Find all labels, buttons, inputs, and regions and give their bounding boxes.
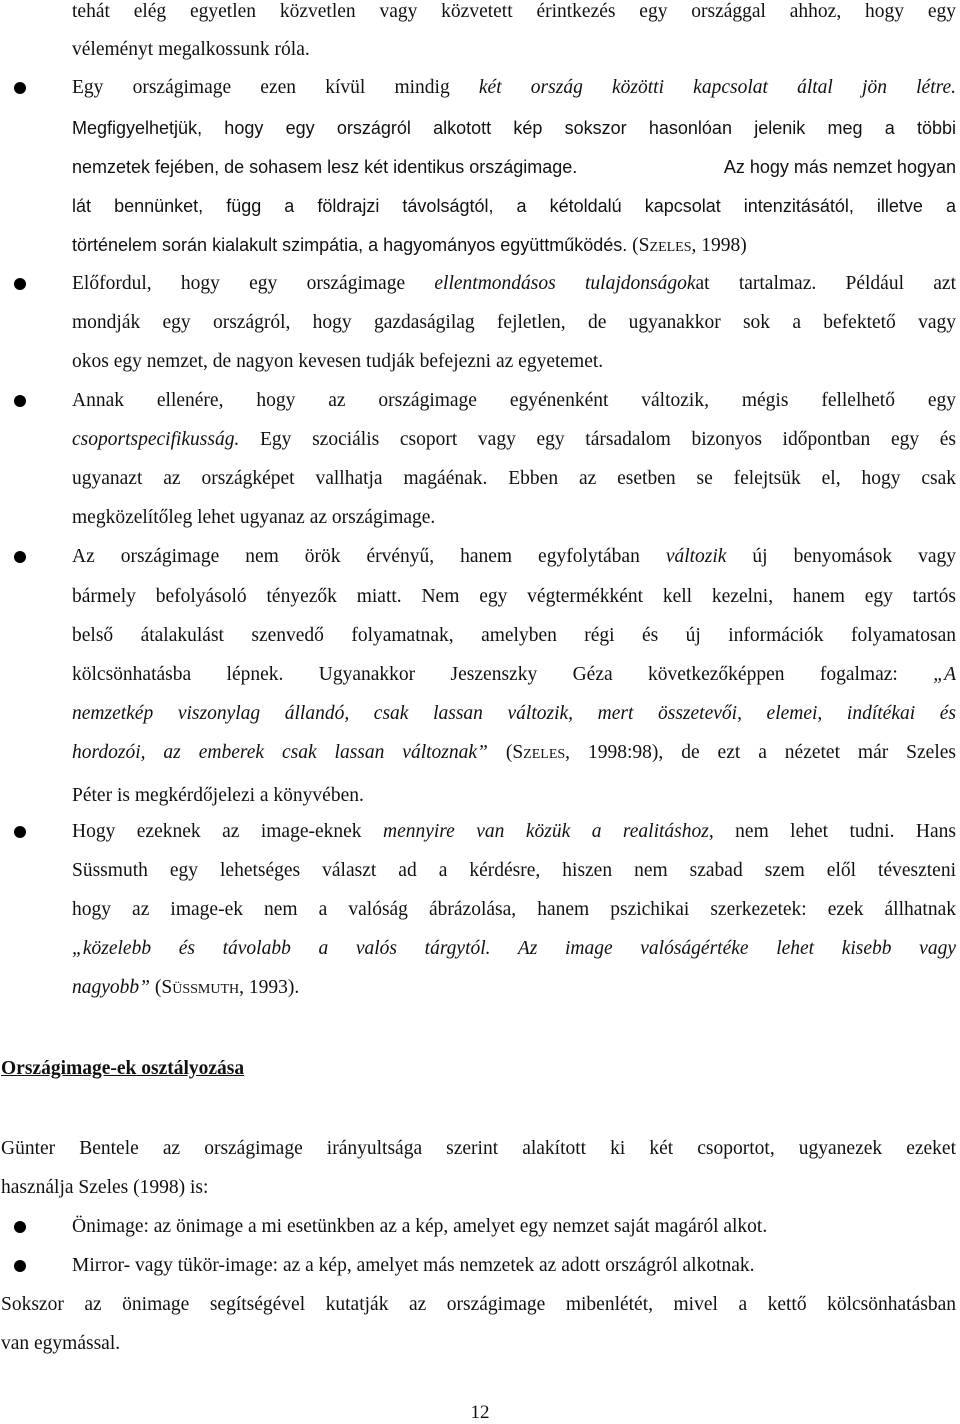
bullet-icon: [14, 1260, 26, 1272]
text-line: Süssmuth egy lehetséges választ ad a kérdésre, hiszen nem szabad szem elől téveszteni: [72, 860, 956, 881]
text-line: [72, 76, 956, 100]
text-segment: (SÜSSMUTH, 1993).: [150, 977, 300, 998]
text-line: hogy az image-ek nem a valóság ábrázolása, hanem pszichikai szerkezetek: ezek állhatnak: [72, 899, 956, 920]
text-line: [654, 155, 956, 179]
emphasis: ellentmondásos tulajdonságok: [434, 273, 696, 294]
text-line: ugyanazt az országképet vallhatja magáénak. Ebben az esetben se felejtsük el, hogy csak: [72, 468, 956, 489]
emphasis: hordozói, az emberek csak lassan változnak”: [72, 742, 488, 763]
bullet-icon: [14, 1221, 26, 1233]
section-heading: Országimage-ek osztályozása: [1, 1058, 245, 1079]
text-line: [72, 820, 956, 844]
text-line: Günter Bentele az országimage irányultsága szerint alakított ki két csoportot, ugyanezek ezeket: [1, 1138, 956, 1159]
bullet-icon: [14, 395, 26, 407]
emphasis: csoportspecifikusság.: [72, 429, 240, 450]
emphasis: „közelebb és távolabb a valós tárgytól. Az image valóságértéke lehet kisebb vagy: [72, 938, 956, 959]
emphasis: két ország közötti kapcsolat által jön létre.: [478, 77, 957, 98]
text-segment: Egy szociális csoport vagy egy társadalom bizonyos időpontban egy és: [239, 429, 956, 450]
emphasis: mennyire van közük a realitáshoz: [382, 821, 709, 842]
text-line: [72, 545, 956, 569]
emphasis: „A: [933, 664, 956, 685]
citation: (SZELES, 1998): [632, 235, 747, 256]
text-segment: at tartalmaz. Például azt: [695, 273, 956, 294]
text-segment: (SZELES, 1998:98), de ezt a nézetet már Szeles: [487, 742, 956, 763]
text-segment: nemzetek fejében, de sohasem lesz két identikus országimage.: [72, 157, 578, 177]
text-line: [72, 937, 956, 961]
text-line: [72, 428, 956, 452]
text-line: mondják egy országról, hogy gazdaságilag fejletlen, de ugyanakkor sok a befektető vagy: [72, 312, 956, 333]
text-line: Megfigyelhetjük, hogy egy országról alkotott kép sokszor hasonlóan jelenik meg a többi: [72, 118, 956, 138]
text-line: [72, 976, 299, 1000]
emphasis: nemzetkép viszonylag állandó, csak lassan változik, mert összetevői, elemei, indítékai és: [72, 703, 956, 724]
text-line: [72, 155, 577, 179]
text-line: van egymással.: [1, 1333, 121, 1354]
bullet-icon: [14, 278, 26, 290]
text-line: [72, 663, 956, 687]
text-line: Annak ellenére, hogy az országimage egyénenként változik, mégis fellelhető egy: [72, 390, 956, 411]
page-number: 12: [470, 1402, 490, 1423]
text-line: Önimage: az önimage a mi esetünkben az a kép, amelyet egy nemzet saját magáról alkot.: [72, 1216, 768, 1237]
text-line: [72, 272, 956, 296]
text-line: megközelítőleg lehet ugyanaz az országimage.: [72, 507, 436, 528]
text-segment: új benyomások vagy: [726, 546, 957, 567]
text-line: Péter is megkérdőjelezi a könyvében.: [72, 785, 364, 806]
bullet-icon: [14, 826, 26, 838]
text-segment: Az hogy más nemzet hogyan: [723, 157, 956, 177]
bullet-icon: [14, 82, 26, 94]
text-line: okos egy nemzet, de nagyon kevesen tudják befejezni az egyetemet.: [72, 351, 604, 372]
emphasis: változik: [665, 546, 727, 567]
text-segment: Előfordul, hogy egy országimage: [72, 273, 435, 294]
text-line: [72, 233, 747, 257]
text-segment: kölcsönhatásba lépnek. Ugyanakkor Jeszenszky Géza következőképpen fogalmaz:: [72, 664, 934, 685]
text-line: belső átalakulást szenvedő folyamatnak, amelyben régi és új információk folyamatosan: [72, 625, 956, 646]
text-line: Sokszor az önimage segítségével kutatják az országimage mibenlétét, mivel a kettő kölcsönhatásban: [1, 1294, 956, 1315]
text-segment: történelem során kialakult szimpátia, a hagyományos együttműködés.: [72, 235, 628, 255]
bullet-icon: [14, 551, 26, 563]
text-line: lát bennünket, függ a földrajzi távolságtól, a kétoldalú kapcsolat intenzitásától, illetve a: [72, 196, 956, 216]
text-line: [72, 741, 956, 765]
text-segment: Hogy ezeknek az image-eknek: [72, 821, 383, 842]
text-segment: , nem lehet tudni. Hans: [708, 821, 956, 842]
text-line: Mirror- vagy tükör-image: az a kép, amelyet más nemzetek az adott országról alkotnak.: [72, 1255, 755, 1276]
text-line: véleményt megalkossunk róla.: [72, 39, 310, 60]
text-segment: Az országimage nem örök érvényű, hanem egyfolytában: [72, 546, 666, 567]
text-segment: Egy országimage ezen kívül mindig: [72, 77, 479, 98]
text-line: tehát elég egyetlen közvetlen vagy közvetett érintkezés egy országgal ahhoz, hogy egy: [72, 1, 956, 22]
text-line: használja Szeles (1998) is:: [1, 1177, 209, 1198]
emphasis: nagyobb”: [72, 977, 150, 998]
text-line: bármely befolyásoló tényezők miatt. Nem egy végtermékként kell kezelni, hanem egy tartós: [72, 586, 956, 607]
text-line: [72, 702, 956, 726]
